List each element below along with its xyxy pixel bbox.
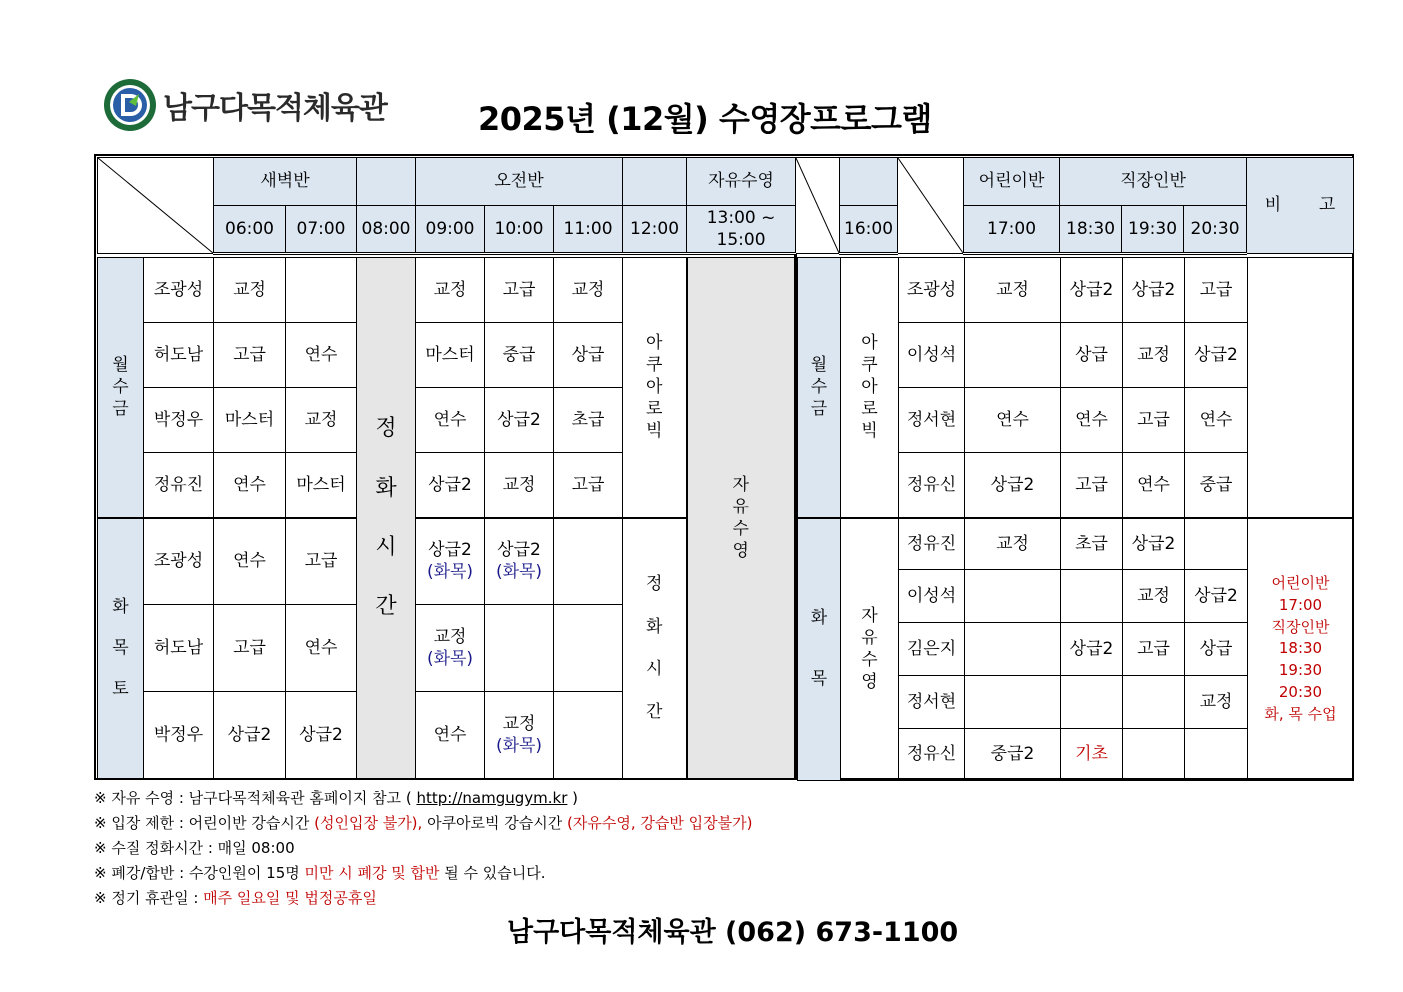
right-tts-4-2030 [1185,729,1248,781]
header-corner-right [898,158,964,254]
right-tts-0-1700: 교정 [965,518,1061,570]
note-text: ※ 정기 휴관일 : [94,889,204,907]
left-mwf-1-1100: 상급 [554,323,623,388]
right-mwf-0-1930: 상급2 [1123,258,1185,323]
right-tts-1-2030: 상급2 [1185,570,1248,623]
cell-note: (화목) [426,649,474,669]
right-tts-3-1830 [1061,676,1123,729]
right-mwf-3-1830: 고급 [1061,453,1123,518]
table-row [798,518,1354,570]
left-tts-0-1000 [485,518,554,605]
right-mwf-3-2030: 중급 [1185,453,1248,518]
right-tts-2-1700 [965,623,1061,676]
table-row [798,258,1354,323]
schedule-header [97,157,1354,255]
left-mwf-1-0700: 연수 [286,323,357,388]
right-tts-4-1930 [1123,729,1185,781]
note-text: 아쿠아로빅 강습시간 [422,814,568,832]
right-tts-3-1930 [1123,676,1185,729]
left-mwf-1-0600: 고급 [214,323,286,388]
right-tts-2-1930: 고급 [1123,623,1185,676]
block-divider [794,254,797,780]
right-tts-4-1700: 중급2 [965,729,1061,781]
header-blank-0800 [357,158,416,206]
header-blank-1600 [840,158,898,206]
right-tts-remark: 어린이반 17:00 직장인반 18:30 19:30 20:30 화, 목 수업 [1248,518,1354,781]
cell-class: 교정 [502,713,536,734]
right-mwf-0-2030: 고급 [1185,258,1248,323]
left-tts-1-1000 [485,605,554,692]
header-corner-mid [796,158,840,254]
header-dawn: 새벽반 [214,158,357,206]
note-highlight: 미만 시 폐강 및 합반 [304,864,440,882]
left-tts-1-0900 [416,605,485,692]
schedule-right [797,257,1354,781]
aqua-1600-mwf: 아 쿠 아 로 빅 [841,258,899,518]
right-tts-3-2030: 교정 [1185,676,1248,729]
left-tts-2-1000 [485,692,554,779]
right-tts-4-1830: 기초 [1061,729,1123,781]
header-blank-1200 [623,158,687,206]
schedule-frame [94,154,1354,780]
left-tts-1-0600: 고급 [214,605,286,692]
right-tts-3-1700 [965,676,1061,729]
header-time-1830: 18:30 [1060,206,1122,254]
right-mwf-3-1930: 연수 [1123,453,1185,518]
cell-note: (화목) [426,562,474,583]
right-mwf-0-1700: 교정 [965,258,1061,323]
footer-contact: 남구다목적체육관 (062) 673-1100 [507,917,959,948]
left-mwf-3-0900: 상급2 [416,453,485,518]
header-time-1700: 17:00 [964,206,1060,254]
left-mwf-2-0600: 마스터 [214,388,286,453]
right-mwf-3-name: 정유신 [899,453,965,518]
header-time-0700: 07:00 [286,206,357,254]
right-mwf-1-name: 이성석 [899,323,965,388]
header-free: 자유수영 [687,158,796,206]
right-tts-1-name: 이성석 [899,570,965,623]
right-tts-2-1830: 상급2 [1061,623,1123,676]
left-mwf-0-0600: 교정 [214,258,286,323]
right-tts-2-2030: 상급 [1185,623,1248,676]
left-mwf-0-1100: 교정 [554,258,623,323]
cell-class: 상급2 [497,540,541,561]
right-mwf-1-1830: 상급 [1061,323,1123,388]
left-mwf-3-0700: 마스터 [286,453,357,518]
left-mwf-3-0600: 연수 [214,453,286,518]
right-tts-0-1830: 초급 [1061,518,1123,570]
right-tts-0-name: 정유진 [899,518,965,570]
right-tts-1-1830 [1061,570,1123,623]
left-tts-1-0700: 연수 [286,605,357,692]
note-text: ※ 입장 제한 : 어린이반 강습시간 [94,814,315,832]
left-tts-0-name: 조광성 [144,518,214,605]
left-mwf-3-1100: 고급 [554,453,623,518]
right-mwf-remark [1248,258,1354,518]
left-mwf-0-0900: 교정 [416,258,485,323]
header-time-1200: 12:00 [623,206,687,254]
right-mwf-2-1830: 연수 [1061,388,1123,453]
page-title: 2025년 (12월) 수영장프로그램 [478,100,932,138]
left-tts-2-1100 [554,692,623,779]
right-mwf-2-1930: 고급 [1123,388,1185,453]
note-highlight: 매주 일요일 및 법정공휴일 [203,889,377,907]
left-mwf-0-0700 [286,258,357,323]
header-time-1300: 13:00 ~ 15:00 [687,206,796,254]
left-mwf-2-1000: 상급2 [485,388,554,453]
right-tts-2-name: 김은지 [899,623,965,676]
clean-time-0800: 정 화 시 간 [357,258,416,779]
left-tts-day-label: 화 목 토 [98,518,144,779]
note-text: ※ 자유 수영 : 남구다목적체육관 홈페이지 참고 ( [94,789,417,807]
header-time-0900: 09:00 [416,206,485,254]
note-text: ※ 폐강/합반 : 수강인원이 15명 [94,864,305,882]
notes [94,786,752,911]
header-time-1600: 16:00 [840,206,898,254]
right-mwf-0-name: 조광성 [899,258,965,323]
left-mwf-2-1100: 초급 [554,388,623,453]
left-tts-2-0700: 상급2 [286,692,357,779]
left-mwf-2-0900: 연수 [416,388,485,453]
header-morning: 오전반 [416,158,623,206]
header-kids: 어린이반 [964,158,1060,206]
note-text: 될 수 있습니다. [439,864,546,882]
left-mwf-3-name: 정유진 [144,453,214,518]
header-office: 직장인반 [1060,158,1247,206]
right-mwf-2-2030: 연수 [1185,388,1248,453]
left-tts-2-0600: 상급2 [214,692,286,779]
header-time-0600: 06:00 [214,206,286,254]
right-mwf-0-1830: 상급2 [1061,258,1123,323]
cell-class: 교정 [433,626,467,647]
header-time-1100: 11:00 [554,206,623,254]
right-mwf-day-label: 월 수 금 [798,258,841,518]
left-tts-1-1100 [554,605,623,692]
cell-note: (화목) [495,736,543,756]
right-tts-1-1930: 교정 [1123,570,1185,623]
header-remark: 비 고 [1247,158,1354,254]
right-mwf-1-1930: 교정 [1123,323,1185,388]
right-tts-3-name: 정서현 [899,676,965,729]
clean-time-1200-tts: 정 화 시 간 [623,518,687,779]
left-tts-2-0900: 연수 [416,692,485,779]
note-closed-days [94,886,752,911]
left-mwf-1-0900: 마스터 [416,323,485,388]
left-mwf-day-label: 월 수 금 [98,258,144,518]
left-mwf-1-1000: 중급 [485,323,554,388]
header-time-2030: 20:30 [1184,206,1247,254]
note-cancel [94,861,752,886]
left-tts-0-1100 [554,518,623,605]
right-tts-4-name: 정유신 [899,729,965,781]
right-mwf-2-1700: 연수 [965,388,1061,453]
right-mwf-3-1700: 상급2 [965,453,1061,518]
schedule-left [97,257,795,779]
note-clean-time: ※ 수질 정화시간 : 매일 08:00 [94,839,295,857]
cell-note: (화목) [495,562,543,583]
header-time-1000: 10:00 [485,206,554,254]
note-text: ) [567,789,579,807]
header-time-0800: 08:00 [357,206,416,254]
left-tts-0-0700: 고급 [286,518,357,605]
right-mwf-2-name: 정서현 [899,388,965,453]
homepage-link[interactable]: http://namgugym.kr [416,789,568,807]
right-mwf-1-1700 [965,323,1061,388]
left-tts-0-0900 [416,518,485,605]
cell-class: 상급2 [428,540,472,561]
left-mwf-0-name: 조광성 [144,258,214,323]
right-mwf-1-2030: 상급2 [1185,323,1248,388]
header-time-1930: 19:30 [1122,206,1184,254]
left-tts-0-0600: 연수 [214,518,286,605]
left-mwf-2-0700: 교정 [286,388,357,453]
note-highlight: (성인입장 불가), [314,814,423,832]
aqua-1200-mwf: 아 쿠 아 로 빅 [623,258,687,518]
note-highlight: (자유수영, 강습반 입장불가) [567,814,753,832]
right-tts-0-1930: 상급2 [1123,518,1185,570]
left-mwf-2-name: 박정우 [144,388,214,453]
left-tts-2-name: 박정우 [144,692,214,779]
left-mwf-1-name: 허도남 [144,323,214,388]
free-swim-block: 자 유 수 영 [687,258,795,779]
note-entry-limit [94,811,752,836]
table-row [98,258,795,323]
right-tts-0-2030 [1185,518,1248,570]
note-free-swim [94,786,752,811]
logo-name: 남구다목적체육관 [163,91,387,126]
left-mwf-3-1000: 교정 [485,453,554,518]
logo-emblem-icon [103,78,157,132]
free-swim-1600-tts: 자 유 수 영 [841,518,899,781]
left-tts-1-name: 허도남 [144,605,214,692]
right-tts-1-1700 [965,570,1061,623]
left-mwf-0-1000: 고급 [485,258,554,323]
logo [103,78,387,132]
header-corner-left [98,158,214,254]
right-tts-day-label: 화 목 [798,518,841,781]
